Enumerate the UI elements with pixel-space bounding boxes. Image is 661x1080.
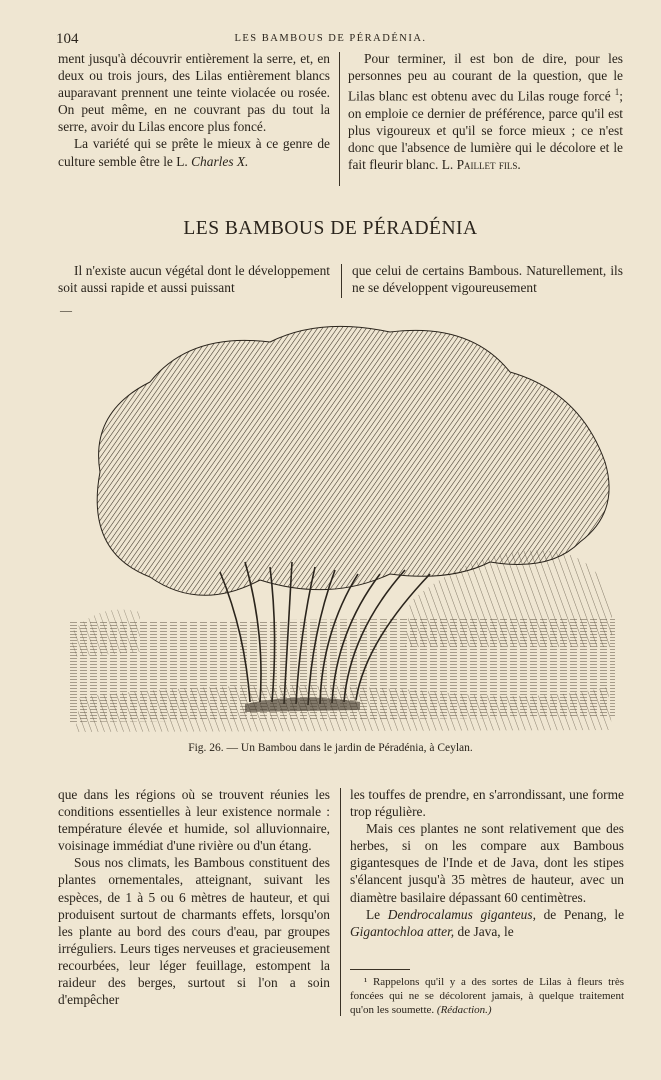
top-left-column — [58, 50, 330, 170]
paragraph: que celui de certains Bambous. Naturellement, ils ne se développent vigoureusement — [352, 263, 623, 296]
article-title: LES BAMBOUS DE PÉRADÉNIA — [183, 218, 478, 239]
paragraph: Mais ces plantes ne sont relativement que des herbes, si on les compare aux Bambous gigantesques de l'Inde et de Java, dont les stipes s'élancent jusqu'à 35 mètres de hauteur, avec un diamètre basilaire dépassant 60 centimètres. — [350, 821, 624, 905]
text-run: Pour terminer, il est bon de dire, pour les personnes peu au courant de la question, que le Lilas blanc est obtenu avec du Lilas rouge forcé — [348, 51, 623, 104]
running-head: LES BAMBOUS DE PÉRADÉNIA. — [234, 33, 427, 44]
text-run: de Java, le — [457, 923, 514, 939]
paragraph: Sous nos climats, les Bambous constituent des plantes ornementales, atteignant, suivant les espèces, de 1 à 5 ou 6 mètres de hauteur, et qui produisent surtout de charmants effets, lorsqu'on les plante au bord des cours d'eau, par groupes irréguliers. Leurs tiges nerveuses et gracieusement recourbées, leur léger feuillage, estompent la raideur des berges, surtout si l'on a soin d'empêcher — [58, 855, 330, 1008]
paragraph: les touffes de prendre, en s'arrondissant, une forme trop régulière. — [350, 787, 624, 820]
paragraph — [350, 906, 624, 940]
italic-name: Dendrocalamus giganteus, — [387, 906, 536, 922]
bamboo-engraving — [60, 312, 620, 737]
text-run: de Penang, le — [543, 906, 625, 922]
bottom-left-column — [58, 786, 330, 1008]
footnote-ref: 1 — [614, 87, 620, 98]
bamboo-crown — [97, 326, 609, 595]
page-number: 104 — [56, 31, 79, 47]
text-run: ; on emploie ce dernier de préférence, parce qu'il est plus vigoureux et qu'il se force mieux ; ce n'est donc que l'absence de lumière qui le décolore et le fait fleurir blanc. — [348, 88, 623, 173]
italic-name: Charles X. — [191, 153, 249, 169]
intro-left-column — [58, 262, 330, 296]
left-bushes — [72, 610, 140, 658]
footnote-credit: (Rédaction.) — [436, 1004, 492, 1017]
paragraph: que dans les régions où se trouvent réunies les conditions essentielles à leur existence normale : température élevée et humide, sol alluvionnaire, voisinage immédiat d'une rivière ou d'un étang. — [58, 787, 330, 854]
footnote — [350, 975, 624, 1018]
italic-name: Gigantochloa atter, — [350, 923, 455, 939]
footnote-rule — [350, 969, 410, 970]
paragraph — [58, 135, 330, 169]
paragraph: Il n'existe aucun végétal dont le développement soit aussi rapide et aussi puissant — [58, 263, 330, 296]
text-run: La variété qui se prête le mieux à ce genre de culture semble être le L. — [58, 136, 330, 169]
figure-caption: Fig. 26. — Un Bambou dans le jardin de Péradénia, à Ceylan. — [188, 742, 473, 754]
intro-right-column — [352, 262, 623, 296]
column-divider — [341, 264, 342, 298]
paragraph — [348, 50, 623, 173]
bottom-right-column — [350, 786, 624, 940]
top-right-column — [348, 50, 623, 173]
paragraph: ment jusqu'à découvrir entièrement la serre, et, en deux ou trois jours, des Lilas entièrement blancs auparavant prennent une teinte violacée ou rosée. On peut même, en ne couvrant pas du tout la serre, avoir du Lilas encore plus foncé. — [58, 51, 330, 135]
column-divider — [339, 52, 340, 186]
column-divider — [340, 788, 341, 1016]
dash-mark: — — [60, 303, 72, 317]
footnote-text: ¹ Rappelons qu'il y a des sortes de Lilas à fleurs très foncées qui ne se décolorent jamais, à quelque traitement qu'on les soumette. — [350, 976, 624, 1017]
text-run: Le — [366, 906, 381, 922]
signature: L. Paillet fils. — [441, 157, 521, 173]
